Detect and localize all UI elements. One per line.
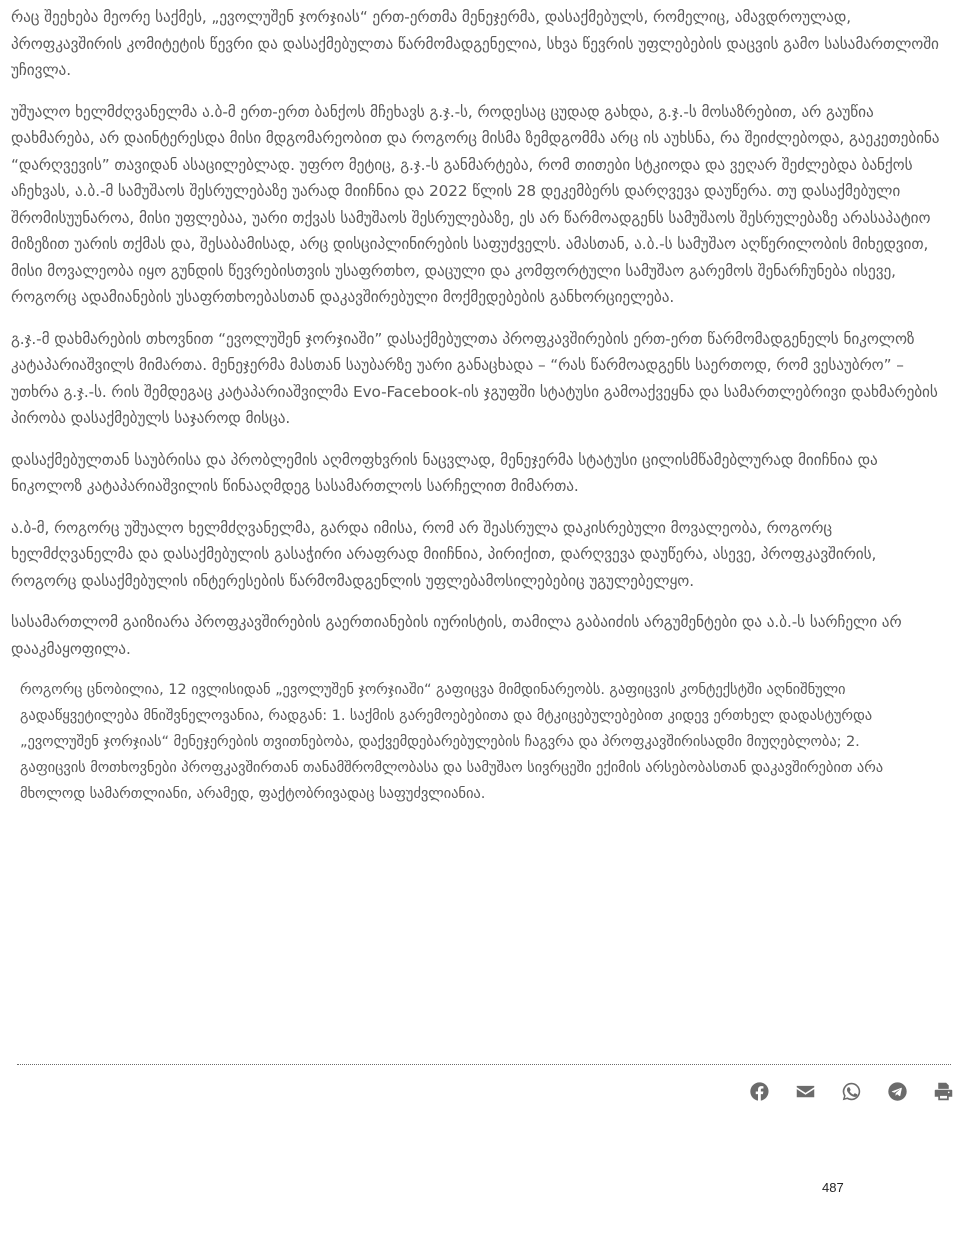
- share-facebook-button[interactable]: [736, 1079, 782, 1103]
- article-paragraph: რაც შეეხება მეორე საქმეს, „ევოლუშენ ჯორჯიას“ ერთ-ერთმა მენეჯერმა, დასაქმებულს, რომელიც, ამავდროულად, პროფკავშირის კომიტეტის წევრი და დასაქმებულთა წარმომადგენელია, სხვა წევრის უფლებების დაცვის გამო სასამართლოში უჩივლა.: [11, 8, 939, 79]
- share-email-button[interactable]: [782, 1079, 828, 1103]
- page-number: 487: [822, 1180, 844, 1195]
- telegram-icon: [887, 1081, 908, 1102]
- article-note-paragraph: როგორც ცნობილია, 12 ივლისიდან „ევოლუშენ ჯორჯიაში“ გაფიცვა მიმდინარეობს. გაფიცვის კონტექსტში აღნიშნული გადაწყვეტილება მნიშვნელოვანია, რადგან: 1. საქმის გარემოებებითა და მტკიცებულებებით კიდევ ერთხელ დადასტურდა „ევოლუშენ ჯორჯიას“ მენეჯერების თვითნებობა, დაქვემდებარებულების ჩაგვრა და პროფკავშირისადმი მიუღებლობა; 2. გაფიცვის მოთხოვნები პროფკავშირთან თანამშრომლობასა და სამუშაო სივრცეში ექიმის არსებობასთან დაკავშირებით არა მხოლოდ სამართლიანი, არამედ, ფაქტობრივადაც საფუძვლიანია.: [20, 681, 884, 802]
- article-paragraph: სასამართლომ გაიზიარა პროფკავშირების გაერთიანების იურისტის, თამილა გაბაიძის არგუმენტები და ა.ბ.-ს სარჩელი არ დააკმაყოფილა.: [11, 613, 902, 658]
- share-whatsapp-button[interactable]: [828, 1079, 874, 1103]
- article-paragraph: დასაქმებულთან საუბრისა და პრობლემის აღმოფხვრის ნაცვლად, მენეჯერმა სტატუსი ცილისმწამებლურად მიიჩნია და ნიკოლოზ კატაპარიაშვილის წინააღმდეგ სასამართლოს სარჩელით მიმართა.: [11, 450, 878, 495]
- email-icon: [795, 1081, 816, 1102]
- article-paragraph: უშუალო ხელმძღვანელმა ა.ბ-მ ერთ-ერთ ბანქოს მჩეხავს გ.ჯ.-ს, როდესაც ცუდად გახდა, გ.ჯ.-ს მოსაზრებით, არ გაუწია დახმარება, არ დაინტერესდა მისი მდგომარეობით და როგორც მისმა ზემდგომმა არც ის აუხსნა, რა შეიძლებოდა, გაეკეთებინა “დარღვევის” თავიდან ასაცილებლად. უფრო მეტიც, გ.ჯ.-ს განმარტება, რომ თითები სტკიოდა და ვეღარ შეძლებდა ბანქოს აჩეხვას, ა.ბ.-მ სამუშაოს შესრულებაზე უარად მიიჩნია და 2022 წლის 28 დეკემბერს დარღვევა დაუწერა. თუ დასაქმებული შრომისუუნაროა, მისი უფლებაა, უარი თქვას სამუშაოს შესრულებაზე, ეს არ წარმოადგენს სამუშაოს შესრულებაზე არასაპატიო მიზეზით უარის თქმას და, შესაბამისად, არც დისციპლინირების საფუძველს. ამასთან, ა.ბ.-ს სამუშაო აღწერილობის მიხედვით, მისი მოვალეობა იყო გუნდის წევრებისთვის უსაფრთხო, დაცული და კომფორტული სამუშაო გარემოს შენარჩუნება ისევე, როგორც ადამიანების უსაფრთხოებასთან დაკავშირებული მოქმედებების განხორციელება.: [11, 102, 940, 306]
- article-paragraph: ა.ბ-მ, როგორც უშუალო ხელმძღვანელმა, გარდა იმისა, რომ არ შეასრულა დაკისრებული მოვალეობა, როგორც ხელმძღვანელმა და დასაქმებულის გასაჭირი არაფრად მიიჩნია, პირიქით, დარღვევა დაუწერა, ასევე, პროფკავშირის, როგორც დასაქმებულის ინტერესების წარმომადგენლის უფლებამოსილებებიც უგულებელყო.: [11, 518, 877, 590]
- facebook-icon: [749, 1081, 770, 1102]
- share-telegram-button[interactable]: [874, 1079, 920, 1103]
- article-paragraph: გ.ჯ.-მ დახმარების თხოვნით “ევოლუშენ ჯორჯიაში” დასაქმებულთა პროფკავშირების ერთ-ერთ წარმომადგენელს ნიკოლოზ კატაპარიაშვილს მიმართა. მენეჯერმა მასთან საუბარზე უარი განაცხადა – “რას წარმოადგენს საერთოდ, რომ ვესაუბრო” – უთხრა გ.ჯ.-ს. რის შემდეგაც კატაპარიაშვილმა Evo-Facebook-ის ჯგუფში სტატუსი გამოაქვეყნა და სამართლებრივი დახმარების პირობა დასაქმებულს საჯაროდ მისცა.: [11, 329, 938, 427]
- dotted-divider: [17, 1064, 951, 1065]
- print-button[interactable]: [920, 1079, 956, 1103]
- whatsapp-icon: [841, 1081, 862, 1102]
- article-body: [11, 4, 941, 822]
- print-icon: [933, 1081, 954, 1102]
- share-bar: [736, 1079, 956, 1103]
